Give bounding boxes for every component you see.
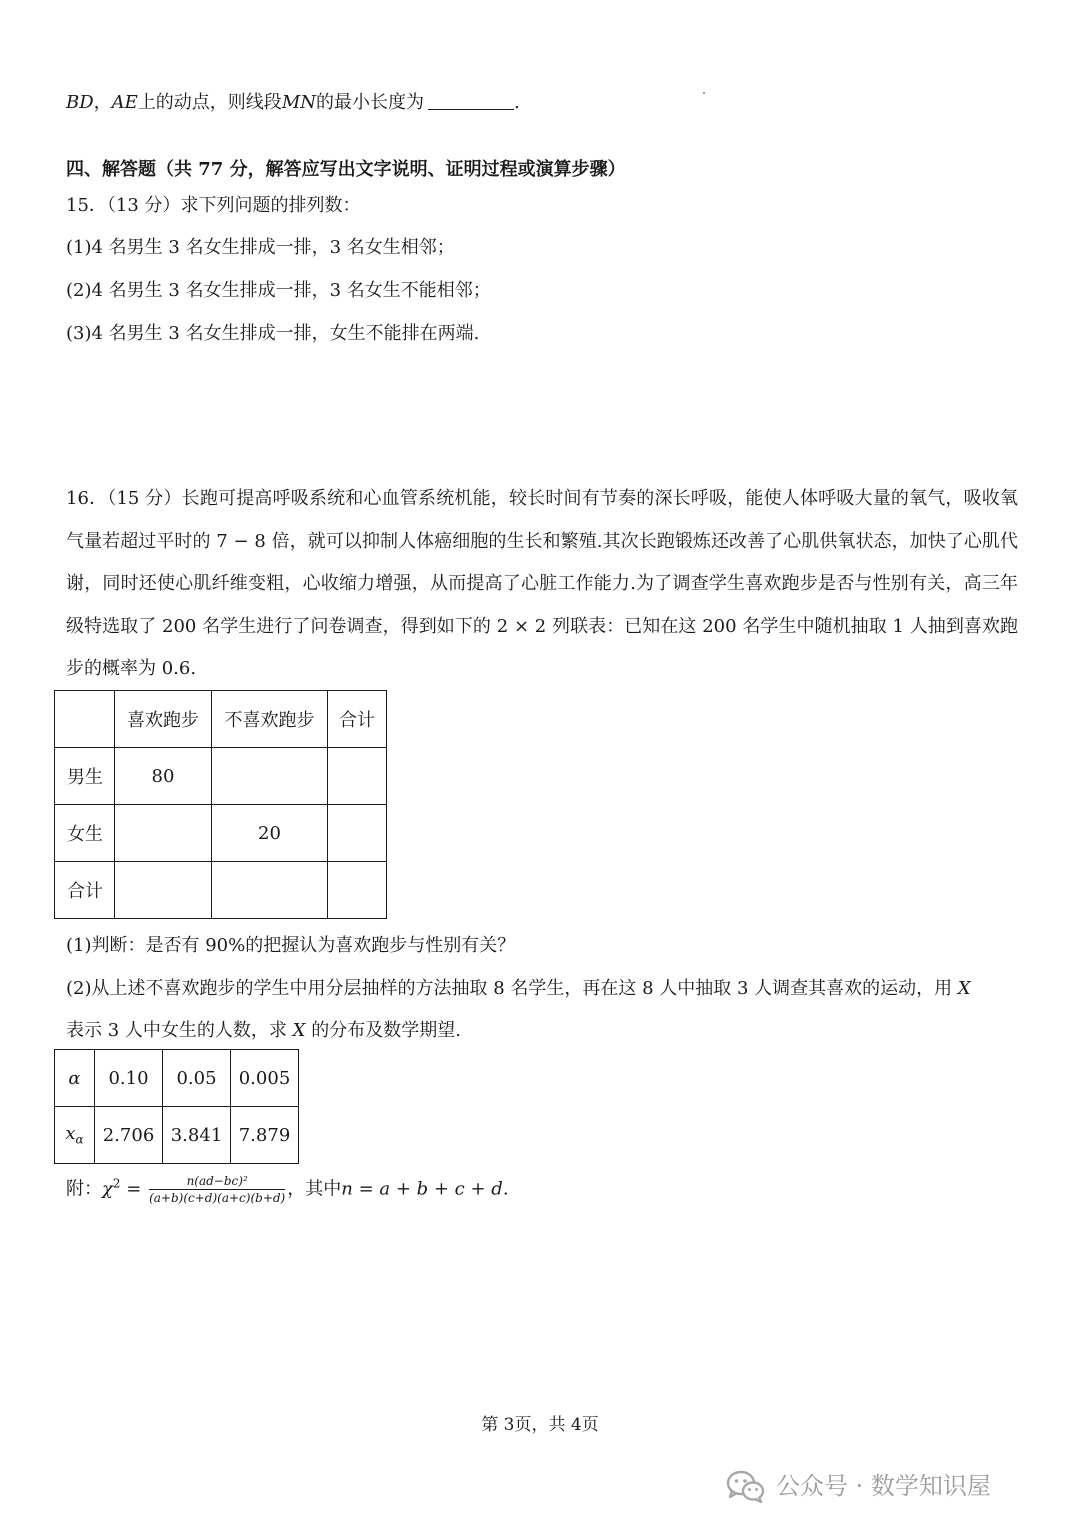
equals: = bbox=[120, 1178, 148, 1200]
period: . bbox=[514, 92, 520, 113]
row-header: 男生 bbox=[55, 748, 115, 805]
formula-end: . bbox=[502, 1178, 509, 1200]
var-x: X bbox=[292, 1020, 306, 1041]
table-cell: 3.841 bbox=[163, 1107, 231, 1164]
formula-prefix: 附： bbox=[66, 1178, 102, 1200]
text-min: 的最小长度为 bbox=[316, 92, 424, 113]
q16-intro-c: 列联表：已知在这 200 名学生中随机抽取 1 人抽到喜欢跑步的概率为 0.6. bbox=[66, 615, 1018, 679]
q16-part-2-line-2 bbox=[66, 1016, 461, 1042]
table-cell bbox=[212, 862, 328, 919]
formula-condition: n = a + b + c + d bbox=[341, 1178, 503, 1200]
table-cell: 2.706 bbox=[95, 1107, 163, 1164]
table-cell bbox=[55, 691, 115, 748]
table-header: 合计 bbox=[328, 691, 387, 748]
answer-blank[interactable] bbox=[428, 91, 514, 110]
q16-intro-a: 16．（15 分）长跑可提高呼吸系统和心血管系统机能，较长时间有节奏的深长呼吸，能使人体呼吸大量的氧气，吸收氧气量若超过平时的 bbox=[66, 488, 1018, 552]
q15-heading: 15．（13 分）求下列问题的排列数： bbox=[66, 195, 361, 216]
watermark-text: 公众号 · 数学知识屋 bbox=[776, 1472, 991, 1500]
chi-symbol: χ bbox=[102, 1178, 113, 1200]
x-alpha-label bbox=[55, 1107, 95, 1164]
segment-ae: AE bbox=[111, 92, 138, 113]
section-title: 四、解答题（共 77 分，解答应写出文字说明、证明过程或演算步骤） bbox=[66, 159, 626, 180]
row-header: 合计 bbox=[55, 862, 115, 919]
critical-value-table bbox=[54, 1049, 299, 1164]
comma: ， bbox=[93, 92, 112, 113]
q15-item-3: (3)4 名男生 3 名女生排成一排，女生不能排在两端. bbox=[66, 323, 480, 344]
table-header: 喜欢跑步 bbox=[115, 691, 212, 748]
q15-item-2: (2)4 名男生 3 名女生排成一排，3 名女生不能相邻； bbox=[66, 280, 491, 301]
q16-part-2c: 的分布及数学期望. bbox=[311, 1020, 461, 1041]
stray-dot bbox=[703, 92, 705, 94]
fraction-numerator: n(ad−bc)² bbox=[149, 1174, 285, 1190]
x-label: x bbox=[65, 1123, 76, 1145]
segment-bd: BD bbox=[66, 92, 94, 113]
table-row bbox=[55, 805, 387, 862]
table-cell: 0.10 bbox=[95, 1050, 163, 1107]
var-x: X bbox=[957, 978, 971, 999]
q16-intro bbox=[66, 478, 1018, 691]
q16-intro-b: 倍，就可以抑制人体癌细胞的生长和繁殖.其次长跑锻炼还改善了心肌供氧状态，加快了心肌代谢，同时还使心肌纤维变粗，心收缩力增强，从而提高了心脏工作能力.为了调查学生喜欢跑步是否与性别有关，高三年级特选取了 200 名学生进行了问卷调查，得到如下的 bbox=[66, 530, 1018, 637]
page-footer: 第 3页，共 4页 bbox=[481, 1415, 599, 1435]
formula-mid: ，其中 bbox=[287, 1178, 342, 1200]
table-cell: 0.05 bbox=[163, 1050, 231, 1107]
formula-fraction bbox=[149, 1174, 285, 1205]
chi-superscript: 2 bbox=[112, 1176, 121, 1191]
q16-part-2-line-1 bbox=[66, 974, 971, 1000]
q16-part-1: (1)判断：是否有 90%的把握认为喜欢跑步与性别有关？ bbox=[66, 935, 516, 956]
q15-item-1: (1)4 名男生 3 名女生排成一排，3 名女生相邻； bbox=[66, 237, 455, 258]
wechat-icon bbox=[726, 1470, 766, 1504]
table-cell bbox=[328, 805, 387, 862]
alpha-label: α bbox=[55, 1050, 95, 1107]
fraction-denominator: (a+b)(c+d)(a+c)(b+d) bbox=[149, 1191, 286, 1205]
text-on: 上的动点，则线段 bbox=[137, 92, 282, 113]
table-cell: 7.879 bbox=[231, 1107, 299, 1164]
chi-square-formula bbox=[66, 1174, 509, 1205]
q16-part-2b: 表示 3 人中女生的人数，求 bbox=[66, 1020, 287, 1041]
x-subscript: α bbox=[75, 1132, 84, 1147]
table-cell: 0.005 bbox=[231, 1050, 299, 1107]
table-row bbox=[55, 862, 387, 919]
table-cell bbox=[212, 748, 328, 805]
table-row bbox=[55, 1050, 299, 1107]
q16-part-2a: (2)从上述不喜欢跑步的学生中用分层抽样的方法抽取 8 名学生，再在这 8 人中抽取 3 人调查其喜欢的运动，用 bbox=[66, 978, 953, 999]
watermark bbox=[726, 1466, 991, 1504]
q16-dims: 2 × 2 bbox=[496, 615, 547, 637]
table-row bbox=[55, 1107, 299, 1164]
table-cell: 20 bbox=[212, 805, 328, 862]
segment-mn: MN bbox=[281, 92, 316, 113]
table-row bbox=[55, 748, 387, 805]
table-cell bbox=[115, 805, 212, 862]
q16-range: 7 − 8 bbox=[216, 530, 266, 552]
table-cell bbox=[328, 748, 387, 805]
table-row bbox=[55, 691, 387, 748]
table-cell: 80 bbox=[115, 748, 212, 805]
table-cell bbox=[328, 862, 387, 919]
table-header: 不喜欢跑步 bbox=[212, 691, 328, 748]
contingency-table bbox=[54, 690, 387, 919]
table-cell bbox=[115, 862, 212, 919]
row-header: 女生 bbox=[55, 805, 115, 862]
prev-question-tail bbox=[66, 88, 520, 114]
